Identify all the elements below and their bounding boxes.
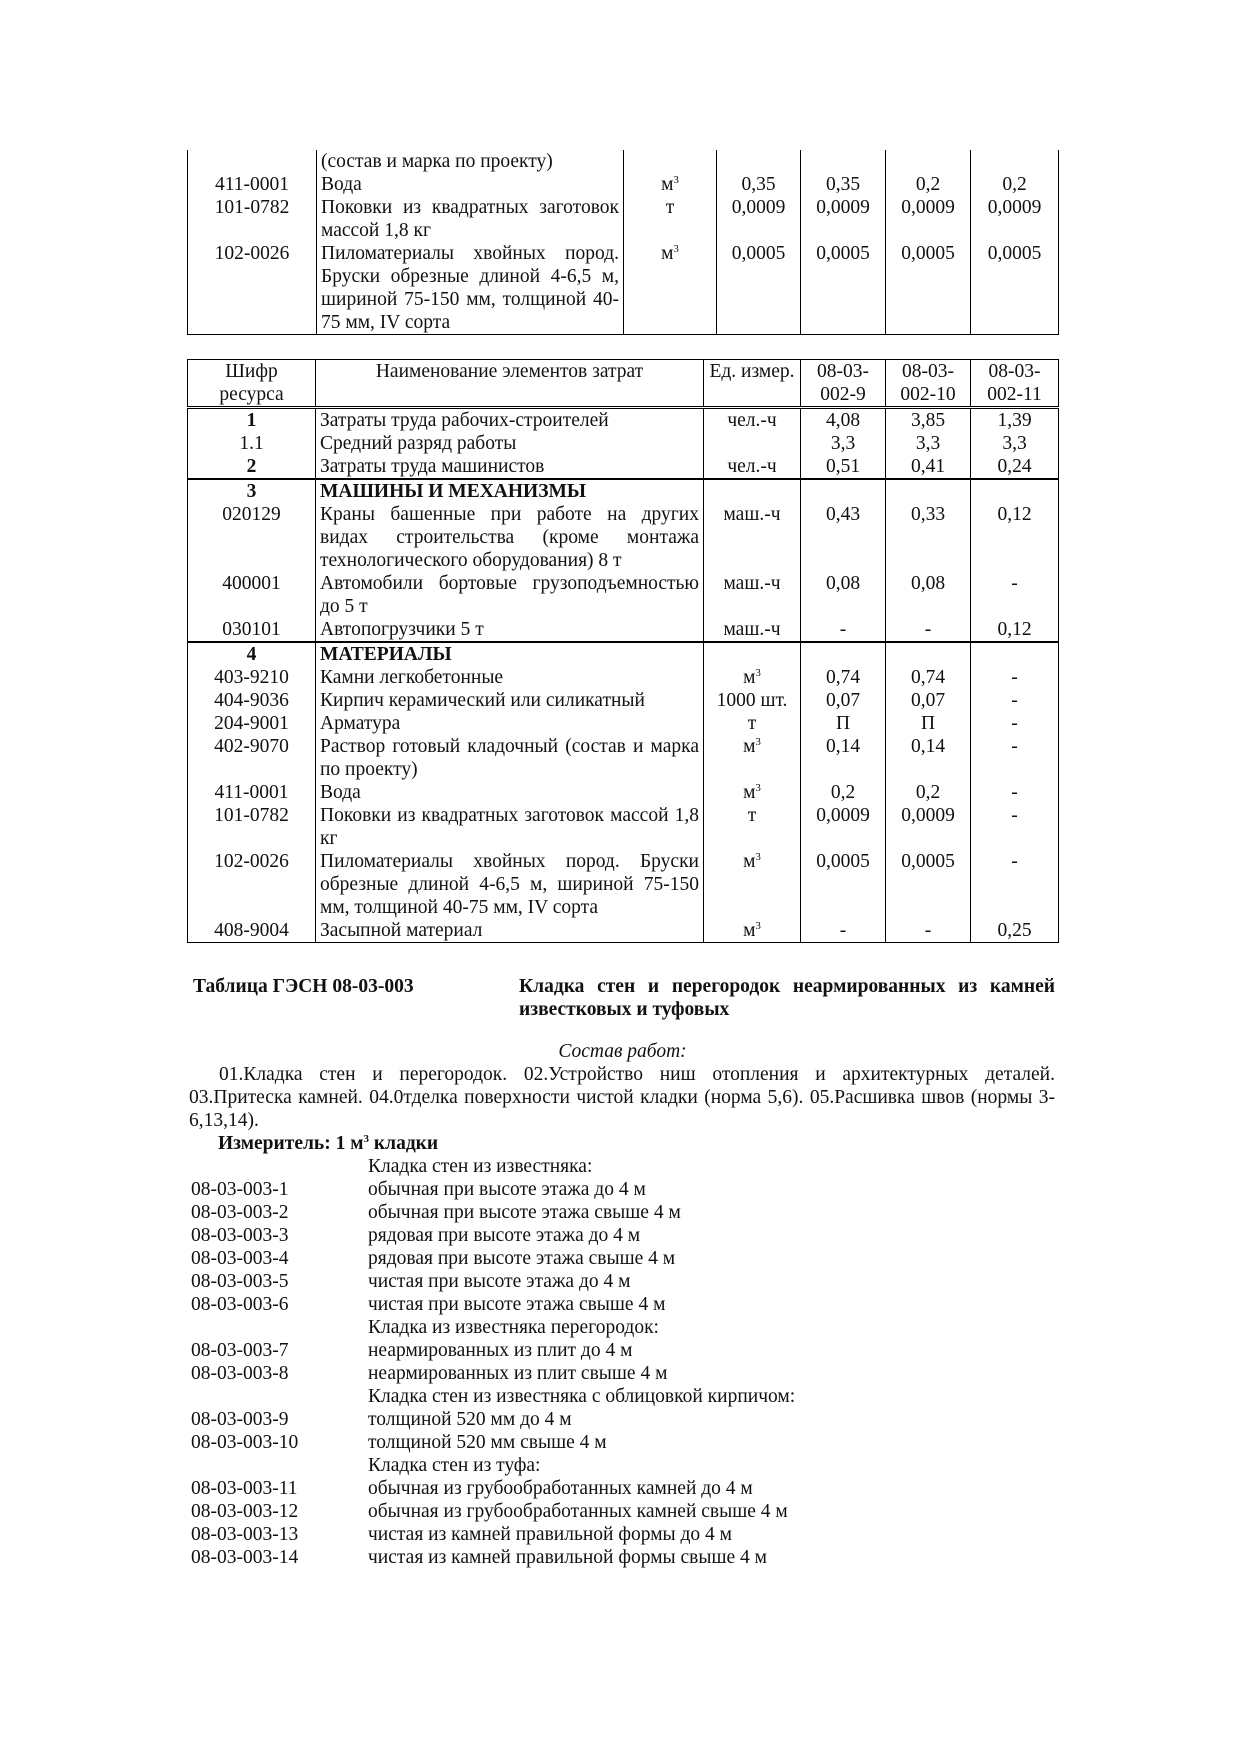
table-row [188, 173, 1059, 196]
cell-value-2 [801, 150, 886, 173]
cell-unit [704, 642, 801, 666]
item-code: 08-03-003-1 [191, 1179, 289, 1200]
unit-text: маш.-ч [723, 573, 781, 594]
unit-text: м [743, 782, 756, 803]
table-row [188, 408, 1059, 433]
cell-value-1: 0,43 [801, 503, 886, 572]
unit-superscript: 3 [755, 782, 761, 794]
cell-value-3: - [971, 735, 1059, 781]
header-unit: Ед. измер. [704, 360, 801, 408]
cell-value-1: 0,08 [801, 572, 886, 618]
cell-value-2: 0,07 [886, 689, 971, 712]
table-row [188, 735, 1059, 781]
cell-code [188, 150, 317, 173]
cell-code: 404-9036 [188, 689, 316, 712]
item-description: обычная при высоте этажа свыше 4 м [368, 1202, 681, 1223]
cell-value-2 [886, 642, 971, 666]
item-code: 08-03-003-12 [191, 1501, 299, 1522]
item-description: толщиной 520 мм до 4 м [368, 1409, 572, 1430]
cell-value-3: 0,12 [971, 618, 1059, 642]
cell-value-1: 0,14 [801, 735, 886, 781]
unit-superscript: 3 [755, 851, 761, 863]
cell-code: 204-9001 [188, 712, 316, 735]
unit-text: м [661, 174, 674, 195]
cell-value-2: - [886, 618, 971, 642]
table-row [188, 689, 1059, 712]
cell-value-4: 0,2 [971, 173, 1059, 196]
cell-unit [704, 735, 801, 781]
cell-unit [624, 242, 717, 335]
cell-name: Автопогрузчики 5 т [316, 618, 704, 642]
cell-value-1: 4,08 [801, 408, 886, 433]
cell-code: 402-9070 [188, 735, 316, 781]
cell-value-2: 0,2 [886, 781, 971, 804]
cell-value-3: - [971, 572, 1059, 618]
table-row [188, 242, 1059, 335]
table-row [188, 850, 1059, 919]
table-header-row [188, 360, 1059, 408]
cell-value-1: 0,0009 [801, 804, 886, 850]
table-row [188, 455, 1059, 479]
unit-text: т [665, 197, 675, 218]
cell-value-3: 0,0005 [886, 242, 971, 335]
cell-name: Засыпной материал [316, 919, 704, 943]
measure-line [218, 1132, 438, 1155]
cell-code: 1.1 [188, 432, 316, 455]
cell-name: Затраты труда машинистов [316, 455, 704, 479]
table-row [188, 432, 1059, 455]
header-col-1: 08-03-002-9 [801, 360, 886, 408]
cell-value-4: 0,0009 [971, 196, 1059, 242]
cell-name: Камни легкобетонные [316, 666, 704, 689]
table-row [188, 196, 1059, 242]
cell-code: 3 [188, 479, 316, 503]
table-row [188, 804, 1059, 850]
cell-name: Затраты труда рабочих-строителей [316, 408, 704, 433]
cell-value-3: - [971, 804, 1059, 850]
cell-unit [704, 666, 801, 689]
item-description: Кладка стен из известняка с облицовкой кирпичом: [368, 1386, 796, 1407]
item-description: обычная при высоте этажа до 4 м [368, 1179, 646, 1200]
cell-code: 2 [188, 455, 316, 479]
cell-value-1: 0,0005 [801, 850, 886, 919]
item-code: 08-03-003-9 [191, 1409, 289, 1430]
table-row [188, 572, 1059, 618]
unit-text: т [747, 805, 757, 826]
cell-value-3: 0,25 [971, 919, 1059, 943]
unit-text: чел.-ч [727, 410, 777, 431]
table-row [188, 781, 1059, 804]
cell-value-1: 0,74 [801, 666, 886, 689]
table-row [188, 618, 1059, 642]
unit-text: м [743, 851, 756, 872]
cell-value-1 [801, 642, 886, 666]
unit-superscript: 3 [755, 920, 761, 932]
cell-value-1: 0,2 [801, 781, 886, 804]
item-description: чистая при высоте этажа до 4 м [368, 1271, 631, 1292]
cell-unit [624, 150, 717, 173]
item-description: обычная из грубообработанных камней свыше 4 м [368, 1501, 788, 1522]
cell-name: МАШИНЫ И МЕХАНИЗМЫ [316, 479, 704, 503]
cell-value-4 [971, 150, 1059, 173]
table-row [188, 712, 1059, 735]
cell-unit [704, 432, 801, 455]
unit-superscript: 3 [673, 243, 679, 255]
unit-text: маш.-ч [723, 504, 781, 525]
unit-text: маш.-ч [723, 619, 781, 640]
measure-suffix: кладки [369, 1133, 439, 1154]
cell-name: Средний разряд работы [316, 432, 704, 455]
item-code: 08-03-003-11 [191, 1478, 298, 1499]
cell-value-2: 0,41 [886, 455, 971, 479]
cell-code: 030101 [188, 618, 316, 642]
cell-code: 411-0001 [188, 781, 316, 804]
cell-value-1: 0,0009 [717, 196, 801, 242]
unit-superscript: 3 [755, 667, 761, 679]
cell-value-2: 0,0005 [886, 850, 971, 919]
cell-name: Вода [317, 173, 624, 196]
cell-value-1 [717, 150, 801, 173]
cell-unit [624, 196, 717, 242]
measure-sup: 3 [363, 1133, 370, 1145]
unit-superscript: 3 [755, 736, 761, 748]
table-row [188, 479, 1059, 503]
cell-value-3 [971, 479, 1059, 503]
cell-name: Вода [316, 781, 704, 804]
cell-value-1: 3,3 [801, 432, 886, 455]
cell-value-1: - [801, 919, 886, 943]
resource-table [187, 359, 1059, 943]
cell-name: Кирпич керамический или силикатный [316, 689, 704, 712]
item-code: 08-03-003-2 [191, 1202, 289, 1223]
cell-value-3: - [971, 689, 1059, 712]
item-description: неармированных из плит свыше 4 м [368, 1363, 668, 1384]
header-col-2: 08-03-002-10 [886, 360, 971, 408]
cell-unit [704, 455, 801, 479]
cell-value-3: 0,12 [971, 503, 1059, 572]
cell-value-2: 3,3 [886, 432, 971, 455]
cell-value-3: - [971, 712, 1059, 735]
item-description: чистая при высоте этажа свыше 4 м [368, 1294, 666, 1315]
cell-value-3: 1,39 [971, 408, 1059, 433]
table-row [188, 503, 1059, 572]
item-code: 08-03-003-5 [191, 1271, 289, 1292]
cell-value-3 [886, 150, 971, 173]
header-col-3: 08-03-002-11 [971, 360, 1059, 408]
unit-text: 1000 шт. [716, 690, 788, 711]
table-row [188, 666, 1059, 689]
cell-code: 400001 [188, 572, 316, 618]
item-code: 08-03-003-13 [191, 1524, 299, 1545]
item-code: 08-03-003-8 [191, 1363, 289, 1384]
cell-value-1: - [801, 618, 886, 642]
cell-name: Поковки из квадратных заготовок массой 1,8 кг [316, 804, 704, 850]
cell-value-3: - [971, 850, 1059, 919]
table-row [188, 919, 1059, 943]
cell-value-2: 0,0009 [886, 804, 971, 850]
item-code: 08-03-003-6 [191, 1294, 289, 1315]
cell-value-3: 3,3 [971, 432, 1059, 455]
cell-name: Автомобили бортовые грузоподъемностью до 5 т [316, 572, 704, 618]
table-label: Таблица ГЭСН 08-03-003 [193, 976, 414, 997]
cell-unit [624, 173, 717, 196]
cell-value-3: 0,24 [971, 455, 1059, 479]
cell-value-3: 0,2 [886, 173, 971, 196]
cell-value-2: 0,08 [886, 572, 971, 618]
item-code: 08-03-003-4 [191, 1248, 289, 1269]
cell-unit [704, 572, 801, 618]
cell-value-1 [801, 479, 886, 503]
cell-value-4: 0,0005 [971, 242, 1059, 335]
cell-name: Пиломатериалы хвойных пород. Бруски обрезные длиной 4-6,5 м, шириной 75-150 мм, толщиной 40-75 мм, IV сорта [317, 242, 624, 335]
item-description: неармированных из плит до 4 м [368, 1340, 633, 1361]
cell-value-1: 0,07 [801, 689, 886, 712]
resource-table-continued [187, 150, 1059, 335]
cell-value-3: - [971, 666, 1059, 689]
cell-value-2: 0,0005 [801, 242, 886, 335]
cell-value-2: 0,0009 [801, 196, 886, 242]
cell-value-1: 0,51 [801, 455, 886, 479]
item-description: Кладка стен из известняка: [368, 1156, 593, 1177]
unit-text: м [743, 667, 756, 688]
cell-name: Пиломатериалы хвойных пород. Бруски обрезные длиной 4-6,5 м, шириной 75-150 мм, толщиной 40-75 мм, IV сорта [316, 850, 704, 919]
cell-value-2: - [886, 919, 971, 943]
item-code: 08-03-003-3 [191, 1225, 289, 1246]
cell-name: (состав и марка по проекту) [317, 150, 624, 173]
cell-code: 102-0026 [214, 243, 290, 264]
cell-unit [704, 618, 801, 642]
table-row [188, 642, 1059, 666]
item-description: чистая из камней правильной формы до 4 м [368, 1524, 733, 1545]
unit-superscript: 3 [673, 174, 679, 186]
cell-unit [704, 479, 801, 503]
item-code: 08-03-003-10 [191, 1432, 299, 1453]
item-code: 08-03-003-14 [191, 1547, 299, 1568]
item-description: обычная из грубообработанных камней до 4 м [368, 1478, 753, 1499]
unit-text: м [743, 920, 756, 941]
cell-unit [704, 850, 801, 919]
cell-name: МАТЕРИАЛЫ [316, 642, 704, 666]
cell-code: 408-9004 [188, 919, 316, 943]
table-title: Кладка стен и перегородок неармированных из камней известковых и туфовых [519, 976, 1055, 1020]
cell-unit [704, 804, 801, 850]
cell-value-1: 0,35 [717, 173, 801, 196]
measure-prefix: Измеритель: 1 м [218, 1133, 364, 1154]
cell-unit [704, 503, 801, 572]
cell-unit [704, 408, 801, 433]
cell-value-2: 3,85 [886, 408, 971, 433]
cell-name: Раствор готовый кладочный (состав и марка по проекту) [316, 735, 704, 781]
header-code: Шифр ресурса [188, 360, 316, 408]
cell-value-3 [971, 642, 1059, 666]
cell-value-3: 0,0009 [886, 196, 971, 242]
cell-code: 4 [188, 642, 316, 666]
item-description: толщиной 520 мм свыше 4 м [368, 1432, 607, 1453]
cell-code: 101-0782 [214, 197, 290, 218]
cell-value-2: 0,74 [886, 666, 971, 689]
cell-name: Арматура [316, 712, 704, 735]
unit-text: м [661, 243, 674, 264]
item-description: Кладка стен из туфа: [368, 1455, 541, 1476]
cell-name: Краны башенные при работе на других видах строительства (кроме монтажа технологического оборудования) 8 т [316, 503, 704, 572]
unit-text: чел.-ч [727, 456, 777, 477]
cell-name: Поковки из квадратных заготовок массой 1,8 кг [317, 196, 624, 242]
item-description: рядовая при высоте этажа свыше 4 м [368, 1248, 676, 1269]
cell-unit [704, 689, 801, 712]
cell-value-1: П [801, 712, 886, 735]
item-description: чистая из камней правильной формы свыше 4 м [368, 1547, 767, 1568]
cell-code: 020129 [188, 503, 316, 572]
cell-code: 101-0782 [188, 804, 316, 850]
cell-unit [704, 781, 801, 804]
cell-value-2: 0,33 [886, 503, 971, 572]
unit-text: т [747, 713, 757, 734]
cell-code: 1 [188, 408, 316, 433]
item-description: рядовая при высоте этажа до 4 м [368, 1225, 641, 1246]
cell-code: 411-0001 [214, 174, 290, 195]
cell-value-2: 0,35 [801, 173, 886, 196]
cell-value-2: 0,14 [886, 735, 971, 781]
cell-unit [704, 919, 801, 943]
cell-code: 102-0026 [188, 850, 316, 919]
item-description: Кладка из известняка перегородок: [368, 1317, 659, 1338]
unit-text: м [743, 736, 756, 757]
cell-value-3: - [971, 781, 1059, 804]
table-row [188, 150, 1059, 173]
cell-value-1: 0,0005 [717, 242, 801, 335]
cell-code: 403-9210 [188, 666, 316, 689]
works-heading: Состав работ: [558, 1041, 687, 1062]
header-name: Наименование элементов затрат [316, 360, 704, 408]
item-code: 08-03-003-7 [191, 1340, 289, 1361]
works-text: 01.Кладка стен и перегородок. 02.Устройство ниш отопления и архитектурных деталей. 03.Притеска камней. 04.0тделка поверхности чистой кладки (норма 5,6). 05.Расшивка швов (нормы 3-6,13,14). [189, 1064, 1055, 1131]
cell-value-2 [886, 479, 971, 503]
cell-value-2: П [886, 712, 971, 735]
cell-unit [704, 712, 801, 735]
